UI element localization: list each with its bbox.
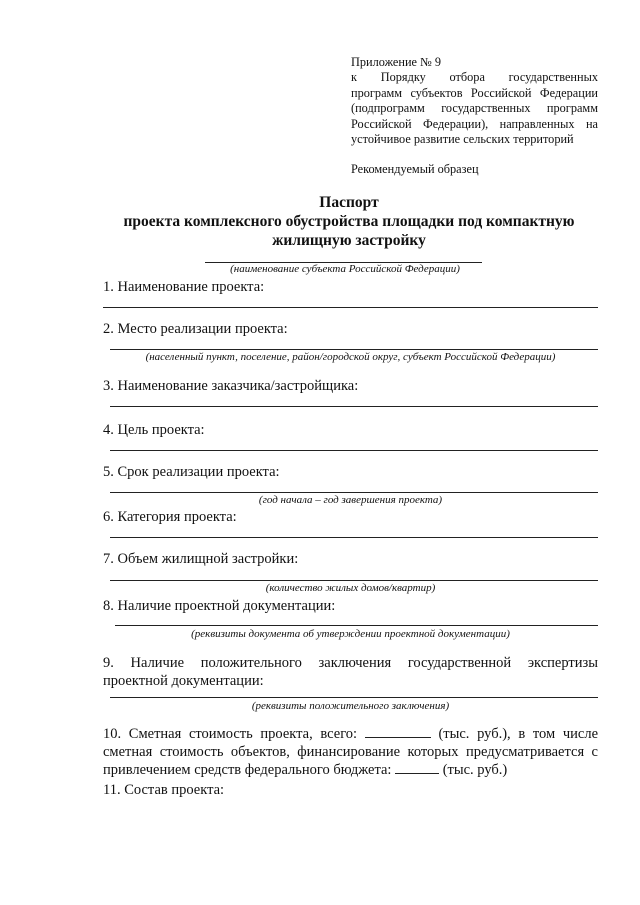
document-subtitle-cont: жилищную застройку: [272, 232, 426, 249]
recommended-sample-note: Рекомендуемый образец: [351, 162, 479, 176]
item-7-field[interactable]: [110, 580, 598, 581]
item-10-text-c: (тыс. руб.): [442, 762, 508, 778]
item-5-field[interactable]: [110, 492, 598, 493]
item-2-caption: (населенный пункт, поселение, район/городской округ, субъект Российской Федерации): [145, 351, 556, 363]
item-9-field[interactable]: [110, 697, 598, 698]
appendix-number: Приложение № 9: [351, 55, 442, 69]
appendix-line: (подпрограмм государственных программ: [351, 101, 598, 116]
appendix-line: устойчивое развитие сельских территорий: [351, 132, 574, 147]
subject-caption: (наименование субъекта Российской Федерации): [230, 263, 460, 275]
appendix-line: Российской Федерации), направленных на: [351, 116, 598, 131]
document-subtitle: проекта комплексного обустройства площадки под компактную: [123, 213, 575, 230]
item-3-field[interactable]: [110, 406, 598, 407]
appendix-line: к Порядку отбора государственных: [351, 70, 598, 85]
item-3-label: 3. Наименование заказчика/застройщика:: [103, 378, 359, 394]
item-2-label: 2. Место реализации проекта:: [103, 321, 288, 337]
item-8-caption: (реквизиты документа об утверждении проектной документации): [191, 628, 510, 640]
item-5-caption: (год начала – год завершения проекта): [258, 494, 443, 506]
item-9-caption: (реквизиты положительного заключения): [251, 700, 450, 712]
total-cost-field[interactable]: [365, 725, 431, 738]
item-1-field[interactable]: [103, 307, 598, 308]
item-4-label: 4. Цель проекта:: [103, 422, 205, 438]
federal-cost-field[interactable]: [395, 761, 439, 774]
item-11-label: 11. Состав проекта:: [103, 782, 225, 798]
item-6-label: 6. Категория проекта:: [103, 509, 237, 525]
item-7-caption: (количество жилых домов/квартир): [265, 582, 436, 594]
appendix-header: [351, 55, 598, 147]
item-10-text-b: (тыс. руб.), в том числе сметная стоимость объектов, финансирование которых предусматривается с привлечением средств федерального бюджета:: [103, 726, 599, 778]
item-1-label: 1. Наименование проекта:: [103, 279, 265, 295]
item-2-field[interactable]: [110, 349, 598, 350]
item-4-field[interactable]: [110, 450, 598, 451]
item-6-field[interactable]: [110, 537, 598, 538]
item-5-label: 5. Срок реализации проекта:: [103, 464, 280, 480]
item-7-label: 7. Объем жилищной застройки:: [103, 551, 299, 567]
item-8-field[interactable]: [115, 625, 598, 626]
item-8-label: 8. Наличие проектной документации:: [103, 598, 336, 614]
item-10-paragraph: [103, 725, 598, 779]
item-10-text-a: 10. Сметная стоимость проекта, всего:: [103, 726, 358, 742]
appendix-line: программ субъектов Российской Федерации: [351, 85, 598, 100]
document-title: Паспорт: [319, 194, 379, 211]
item-9-label: 9. Наличие положительного заключения государственной экспертизы проектной документации:: [103, 655, 598, 689]
